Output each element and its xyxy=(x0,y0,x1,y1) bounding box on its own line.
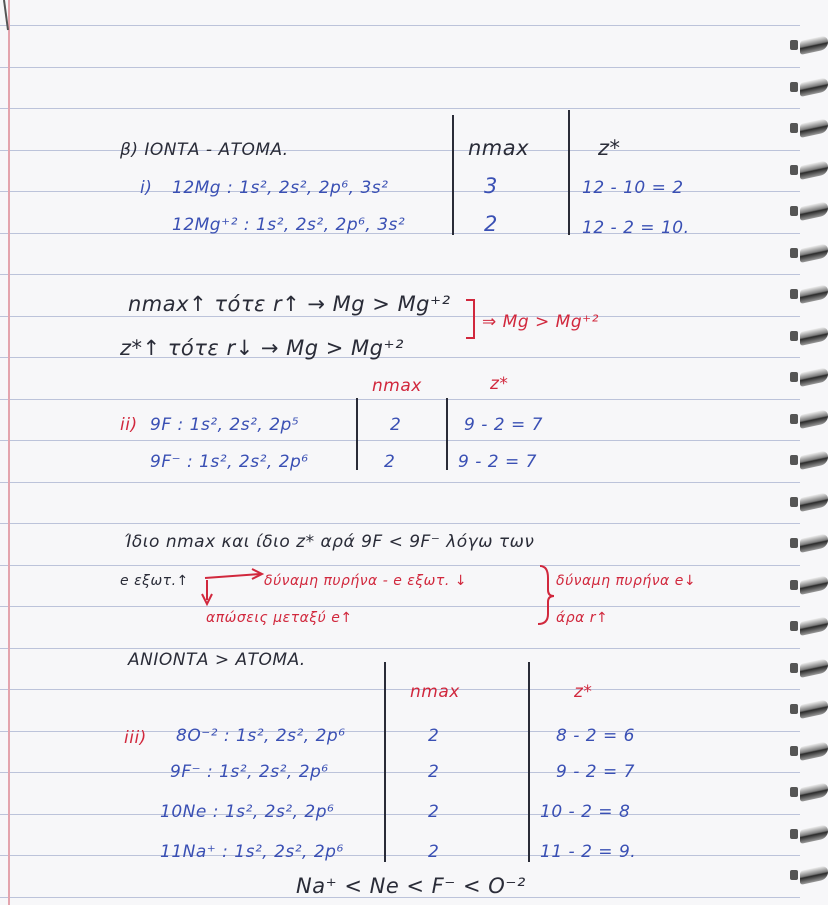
f-atom-config: 9F : 1s², 2s², 2p⁵ xyxy=(150,415,300,435)
row-zeff: 9 - 2 = 7 xyxy=(556,762,635,782)
mg-zeff: 12 - 10 = 2 xyxy=(582,178,684,198)
mg-ion-config: 12Mg⁺² : 1s², 2s², 2p⁶, 3s² xyxy=(172,215,406,235)
bracket-1 xyxy=(466,300,474,338)
reasoning2-line1: Ίδιο nmax και ίδιο z* αρά 9F < 9F⁻ λόγω των xyxy=(124,532,535,552)
col-zeff-header-1: z* xyxy=(598,136,621,160)
curly-brace xyxy=(538,566,554,624)
reasoning2-conclusion: ΑΝΙΟΝΤΑ > ΑΤΟΜΑ. xyxy=(128,650,306,670)
mg-nmax: 3 xyxy=(484,174,498,198)
col-nmax-header-2: nmax xyxy=(372,376,422,396)
reasoning1-line1: nmax↑ τότε r↑ → Mg > Mg⁺² xyxy=(128,292,451,316)
col-nmax-header-1: nmax xyxy=(468,136,530,160)
mg-atom-config: 12Mg : 1s², 2s², 2p⁶, 3s² xyxy=(172,178,389,198)
reasoning2-nuclear-force-e: δύναμη πυρήνα e↓ xyxy=(556,573,697,589)
row-config: 11Na⁺ : 1s², 2s², 2p⁶ xyxy=(160,842,344,862)
mg-ion-zeff: 12 - 2 = 10. xyxy=(582,218,690,238)
f-ion-nmax: 2 xyxy=(384,452,396,472)
f-ion-zeff: 9 - 2 = 7 xyxy=(458,452,537,472)
arrow-right xyxy=(205,574,260,578)
col-zeff-header-3: z* xyxy=(574,682,593,702)
f-nmax: 2 xyxy=(390,415,402,435)
row-zeff: 8 - 2 = 6 xyxy=(556,726,635,746)
row-nmax: 2 xyxy=(428,726,440,746)
row-zeff: 10 - 2 = 8 xyxy=(540,802,631,822)
f-zeff: 9 - 2 = 7 xyxy=(464,415,543,435)
row-nmax: 2 xyxy=(428,842,440,862)
reasoning2-e-outer: e εξωτ.↑ xyxy=(120,573,189,589)
part-iii-label: iii) xyxy=(124,728,147,748)
row-nmax: 2 xyxy=(428,762,440,782)
row-config: 10Ne : 1s², 2s², 2p⁶ xyxy=(160,802,335,822)
mg-ion-nmax: 2 xyxy=(484,212,498,236)
reasoning1-conclusion: ⇒ Mg > Mg⁺² xyxy=(482,312,599,332)
section-heading: β) ΙΟΝΤΑ - ΑΤΟΜΑ. xyxy=(120,140,289,160)
reasoning2-repulsions: απώσεις μεταξύ e↑ xyxy=(206,610,353,626)
ordering-result: Na⁺ < Ne < F⁻ < O⁻² xyxy=(296,874,526,898)
col-zeff-header-2: z* xyxy=(490,374,509,394)
col-nmax-header-3: nmax xyxy=(410,682,460,702)
reasoning2-nuclear-force: δύναμη πυρήνα - e εξωτ. ↓ xyxy=(264,573,467,589)
part-ii-label: ii) xyxy=(120,415,138,435)
f-ion-config: 9F⁻ : 1s², 2s², 2p⁶ xyxy=(150,452,309,472)
part-i-label: i) xyxy=(140,178,153,198)
pencil-mark xyxy=(4,0,8,30)
row-config: 8O⁻² : 1s², 2s², 2p⁶ xyxy=(176,726,346,746)
row-config: 9F⁻ : 1s², 2s², 2p⁶ xyxy=(170,762,329,782)
row-nmax: 2 xyxy=(428,802,440,822)
row-zeff: 11 - 2 = 9. xyxy=(540,842,637,862)
reasoning2-radius: άρα r↑ xyxy=(556,610,609,626)
reasoning1-line2: z*↑ τότε r↓ → Mg > Mg⁺² xyxy=(120,336,404,360)
